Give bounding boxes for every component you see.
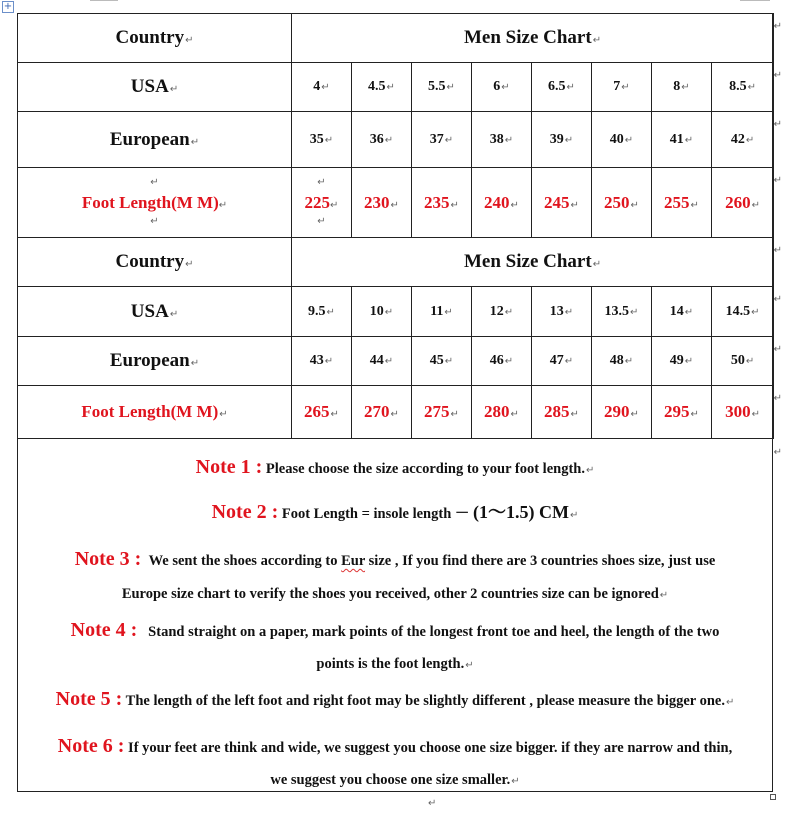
paragraph-mark-icon: ↵ [218, 200, 228, 211]
usa-size-value: 4 [313, 79, 321, 94]
foot-length-value: 295 [664, 402, 690, 421]
foot-length-cell-stack [292, 178, 351, 227]
paragraph-mark-icon: ↵ [592, 35, 602, 46]
usa-size-value: 5.5 [428, 79, 446, 94]
paragraph-mark-icon: ↵ [684, 134, 694, 146]
foot-length-cell [592, 386, 652, 439]
paragraph-mark-icon: ↵ [330, 200, 339, 211]
spellcheck-word[interactable]: Eur [341, 553, 366, 569]
paragraph-mark-icon: ↵ [219, 409, 228, 420]
usa-size-cell [712, 287, 774, 337]
european-size-value: 44 [369, 353, 384, 368]
usa-label-cell [18, 63, 292, 112]
foot-length-cell [472, 168, 532, 238]
usa-size-cell [352, 287, 412, 337]
note-text: size , If you find there are 3 countries shoes size, just use [368, 553, 716, 569]
foot-length-value: 250 [604, 192, 630, 212]
note-3-line-2: Europe size chart to verify the shoes you received, other 2 countries size can be ignored↵ [121, 586, 669, 602]
paragraph-mark-icon: ↵ [624, 134, 634, 146]
paragraph-mark-icon: ↵ [504, 306, 514, 318]
paragraph-mark-icon: ↵ [564, 306, 574, 318]
row-end-mark-icon: ↵ [773, 294, 782, 305]
usa-size-cell [472, 287, 532, 337]
foot-length-label-cell [18, 386, 292, 439]
note-text: Stand straight on a paper, mark points of the longest front toe and heel, the length of the two [148, 624, 720, 640]
usa-size-value: 13 [549, 303, 564, 319]
usa-size-cell [352, 63, 412, 112]
usa-size-value: 14.5 [725, 303, 751, 319]
usa-size-cell [592, 287, 652, 337]
european-size-cell [652, 337, 712, 386]
usa-size-value: 10 [369, 303, 384, 319]
paragraph-mark-icon: ↵ [390, 409, 399, 420]
european-size-value: 48 [609, 353, 624, 368]
foot-length-cell [712, 386, 774, 439]
usa-size-value: 13.5 [604, 303, 630, 319]
note-6-line-2: we suggest you choose one size smaller.↵ [270, 772, 520, 788]
foot-length-cell [352, 386, 412, 439]
paragraph-mark-icon: ↵ [450, 199, 459, 211]
foot-length-label: Foot Length(M M) [81, 193, 219, 212]
european-label: European [109, 350, 190, 371]
note-text: Foot Length = insole length － [281, 506, 470, 522]
european-size-value: 40 [609, 131, 624, 147]
row-end-mark-icon: ↵ [773, 447, 782, 458]
paragraph-mark-icon: ↵ [185, 259, 194, 270]
usa-size-value: 8.5 [729, 79, 747, 94]
paragraph-mark-icon: ↵ [621, 82, 630, 93]
foot-length-value: 260 [725, 192, 751, 212]
european-size-value: 38 [489, 131, 504, 147]
paragraph-mark-icon: ↵ [630, 199, 639, 211]
foot-length-cell [532, 386, 592, 439]
european-size-value: 39 [549, 131, 564, 147]
paragraph-mark-icon: ↵ [592, 259, 602, 270]
european-size-cell [292, 112, 352, 168]
european-size-row [18, 337, 774, 386]
table-move-handle-icon[interactable]: + [3, 1, 13, 12]
usa-size-value: 6 [493, 79, 501, 94]
note-text: We sent the shoes according to [148, 553, 338, 569]
foot-length-cell [472, 386, 532, 439]
note-title: Note 5 : [55, 688, 123, 710]
paragraph-mark-icon: ↵ [570, 409, 579, 420]
foot-length-cell [532, 168, 592, 238]
paragraph-mark-icon: ↵ [324, 356, 334, 367]
european-size-value: 36 [369, 131, 384, 147]
usa-size-cell [292, 287, 352, 337]
paragraph-mark-icon: ↵ [190, 136, 200, 148]
chart-title-cell [292, 14, 774, 63]
size-chart-table [17, 13, 774, 439]
european-label-cell [18, 337, 292, 386]
foot-length-label-cell [18, 168, 292, 238]
usa-label-cell [18, 287, 292, 337]
usa-size-cell [532, 287, 592, 337]
paragraph-mark-icon: ↵ [169, 308, 179, 320]
row-end-mark-icon: ↵ [773, 245, 782, 256]
usa-size-cell [712, 63, 774, 112]
foot-length-cell [592, 168, 652, 238]
paragraph-mark-icon: ↵ [326, 306, 335, 318]
foot-length-cell [292, 168, 352, 238]
paragraph-mark-icon: ↵ [504, 134, 514, 146]
paragraph-mark-icon: ↵ [444, 134, 454, 146]
paragraph-mark-icon: ↵ [681, 82, 690, 93]
row-end-mark-icon: ↵ [773, 119, 782, 130]
foot-length-cell [352, 168, 412, 238]
row-end-mark-icon: ↵ [773, 21, 782, 32]
paragraph-mark-icon: ↵ [747, 82, 756, 93]
foot-length-cell [712, 168, 774, 238]
usa-size-value: 9.5 [308, 303, 326, 319]
european-size-value: 37 [429, 131, 444, 147]
note-4 [18, 613, 772, 649]
usa-label: USA [130, 300, 169, 322]
paragraph-mark-icon: ↵ [630, 409, 639, 420]
foot-length-line [305, 194, 339, 211]
paragraph-mark-icon: ↵ [450, 409, 459, 420]
paragraph-mark-icon: ↵ [624, 356, 634, 367]
paragraph-mark-icon: ↵ [150, 177, 159, 188]
note-2: Note 2 : Foot Length = insole length － (1～1.5) CM↵ [211, 501, 579, 523]
ruler-mark [90, 0, 118, 1]
note-5: Note 5 : The length of the left foot and right foot may be slightly different , please measure the bigger one.↵ [55, 688, 735, 710]
paragraph-mark-icon: ↵ [510, 409, 519, 420]
note-4-line-2: points is the foot length.↵ [316, 656, 474, 672]
note-title: Note 2 : [211, 501, 279, 523]
note-title: Note 3 : [74, 548, 142, 570]
paragraph-mark-icon: ↵ [185, 35, 194, 46]
foot-length-value: 265 [304, 402, 330, 421]
foot-length-cell [652, 168, 712, 238]
european-size-cell [532, 112, 592, 168]
paragraph-mark-icon: ↵ [324, 134, 334, 146]
paragraph-mark-icon: ↵ [446, 82, 455, 93]
paragraph-mark-icon: ↵ [384, 356, 394, 367]
foot-length-cell [292, 386, 352, 439]
european-size-cell [412, 112, 472, 168]
foot-length-value: 285 [544, 402, 570, 421]
european-size-cell [412, 337, 472, 386]
foot-length-label-stack [18, 178, 291, 227]
usa-size-cell [652, 287, 712, 337]
paragraph-mark-icon: ↵ [384, 134, 394, 146]
note-text: Europe size chart to verify the shoes you received, other 2 countries size can be ignored [121, 586, 659, 602]
paragraph-mark-icon: ↵ [690, 409, 699, 420]
note-text: The length of the left foot and right foot may be slightly different , please measure the bigger one. [125, 693, 725, 709]
european-label-cell [18, 112, 292, 168]
paragraph-mark-icon: ↵ [390, 199, 399, 211]
european-size-value: 46 [489, 353, 504, 368]
usa-size-cell [412, 63, 472, 112]
foot-length-value: 275 [424, 402, 450, 421]
header-row [18, 14, 774, 63]
european-size-cell [652, 112, 712, 168]
note-text: we suggest you choose one size smaller. [270, 772, 511, 788]
european-size-cell [532, 337, 592, 386]
european-size-value: 47 [549, 353, 564, 368]
note-title: Note 4 : [70, 619, 138, 641]
usa-size-value: 14 [669, 303, 684, 319]
note-1: Note 1 : Please choose the size according to your foot length.↵ [195, 456, 595, 478]
paragraph-mark-icon: ↵ [564, 134, 574, 146]
foot-length-value: 280 [484, 402, 510, 421]
foot-length-cell [412, 168, 472, 238]
paragraph-mark-icon: ↵ [630, 306, 639, 318]
european-size-cell [472, 337, 532, 386]
usa-size-cell [532, 63, 592, 112]
usa-size-cell [592, 63, 652, 112]
usa-size-value: 4.5 [368, 79, 386, 94]
foot-length-value: 290 [604, 402, 630, 421]
european-size-value: 43 [309, 353, 324, 368]
paragraph-mark-icon: ↵ [745, 356, 755, 367]
foot-length-row [18, 386, 774, 439]
european-size-cell [292, 337, 352, 386]
usa-size-value: 12 [489, 303, 504, 319]
paragraph-mark-icon: ↵ [150, 216, 159, 227]
paragraph-mark-icon: ↵ [444, 306, 453, 318]
paragraph-mark-icon: ↵ [570, 199, 579, 211]
paragraph-mark-icon: ↵ [317, 216, 326, 227]
paragraph-mark-icon: ↵ [330, 409, 339, 420]
chart-title-cell [292, 238, 774, 287]
paragraph-mark-icon: ↵ [444, 356, 454, 367]
paragraph-mark-icon: ↵ [501, 82, 510, 93]
european-size-cell [352, 337, 412, 386]
note-text: points is the foot length. [316, 656, 465, 672]
row-end-mark-icon: ↵ [773, 393, 782, 404]
paragraph-mark-icon: ↵ [751, 306, 760, 318]
european-size-cell [472, 112, 532, 168]
usa-size-cell [652, 63, 712, 112]
paragraph-mark-icon: ↵ [386, 82, 395, 93]
foot-length-row [18, 168, 774, 238]
paragraph-mark-icon: ↵ [684, 356, 694, 367]
european-size-value: 49 [669, 353, 684, 368]
usa-size-value: 6.5 [548, 79, 566, 94]
paragraph-mark-icon: ↵ [566, 82, 575, 93]
foot-length-cell [652, 386, 712, 439]
row-end-mark-icon: ↵ [773, 344, 782, 355]
foot-length-value: 225 [304, 193, 331, 212]
european-size-value: 41 [669, 131, 684, 147]
chart-title: Men Size Chart [464, 251, 592, 272]
european-size-value: 42 [730, 131, 745, 147]
note-3 [18, 542, 772, 578]
usa-label: USA [130, 76, 169, 97]
european-size-cell [592, 337, 652, 386]
row-end-mark-icon: ↵ [773, 70, 782, 81]
note-6 [18, 729, 772, 765]
usa-size-row [18, 287, 774, 337]
foot-length-value: 270 [364, 402, 390, 421]
foot-length-cell [412, 386, 472, 439]
usa-size-cell [412, 287, 472, 337]
european-size-cell [712, 112, 774, 168]
foot-length-value: 230 [364, 192, 390, 212]
paragraph-mark-icon: ↵ [428, 798, 437, 809]
paragraph-mark-icon: ↵ [510, 199, 519, 211]
note-text: Please choose the size according to your foot length. [265, 461, 585, 477]
european-size-value: 45 [429, 353, 444, 368]
chart-title: Men Size Chart [464, 27, 592, 48]
european-size-cell [712, 337, 774, 386]
usa-size-cell [292, 63, 352, 112]
foot-length-label: Foot Length(M M) [81, 402, 219, 421]
european-size-value: 35 [309, 131, 324, 147]
european-size-cell [352, 112, 412, 168]
row-end-mark-icon: ↵ [773, 175, 782, 186]
paragraph-mark-icon: ↵ [317, 177, 326, 188]
foot-length-value: 255 [664, 192, 690, 212]
paragraph-mark-icon: ↵ [169, 84, 179, 95]
usa-size-cell [472, 63, 532, 112]
usa-size-value: 7 [613, 79, 621, 94]
paragraph-mark-icon: ↵ [564, 356, 574, 367]
european-size-value: 50 [730, 353, 745, 368]
country-header-cell [18, 238, 292, 287]
country-label: Country [115, 27, 185, 48]
paragraph-mark-icon: ↵ [384, 306, 394, 318]
foot-length-value: 235 [424, 192, 450, 212]
paragraph-mark-icon: ↵ [690, 199, 699, 211]
european-size-cell [592, 112, 652, 168]
paragraph-mark-icon: ↵ [504, 356, 514, 367]
ruler-mark [740, 0, 770, 1]
paragraph-mark-icon: ↵ [751, 199, 760, 211]
header-row [18, 238, 774, 287]
paragraph-mark-icon: ↵ [190, 358, 200, 369]
paragraph-mark-icon: ↵ [751, 409, 760, 420]
paragraph-mark-icon: ↵ [745, 134, 755, 146]
usa-size-value: 11 [430, 303, 444, 319]
note-title: Note 1 : [195, 456, 263, 478]
foot-length-value: 300 [725, 402, 751, 421]
paragraph-mark-icon: ↵ [321, 82, 330, 93]
country-label: Country [115, 251, 185, 272]
foot-length-value: 240 [484, 192, 510, 212]
country-header-cell [18, 14, 292, 63]
table-resize-handle-icon[interactable] [770, 794, 776, 800]
european-size-row [18, 112, 774, 168]
note-title: Note 6 : [57, 735, 125, 757]
usa-size-row [18, 63, 774, 112]
note-text: If your feet are think and wide, we suggest you choose one size bigger. if they are narrow and thin, [128, 740, 733, 756]
european-label: European [109, 128, 190, 150]
note-formula: (1～1.5) CM [473, 502, 569, 522]
foot-length-value: 245 [544, 192, 570, 212]
foot-length-label-line [82, 194, 227, 211]
paragraph-mark-icon: ↵ [684, 306, 694, 318]
usa-size-value: 8 [673, 79, 681, 94]
